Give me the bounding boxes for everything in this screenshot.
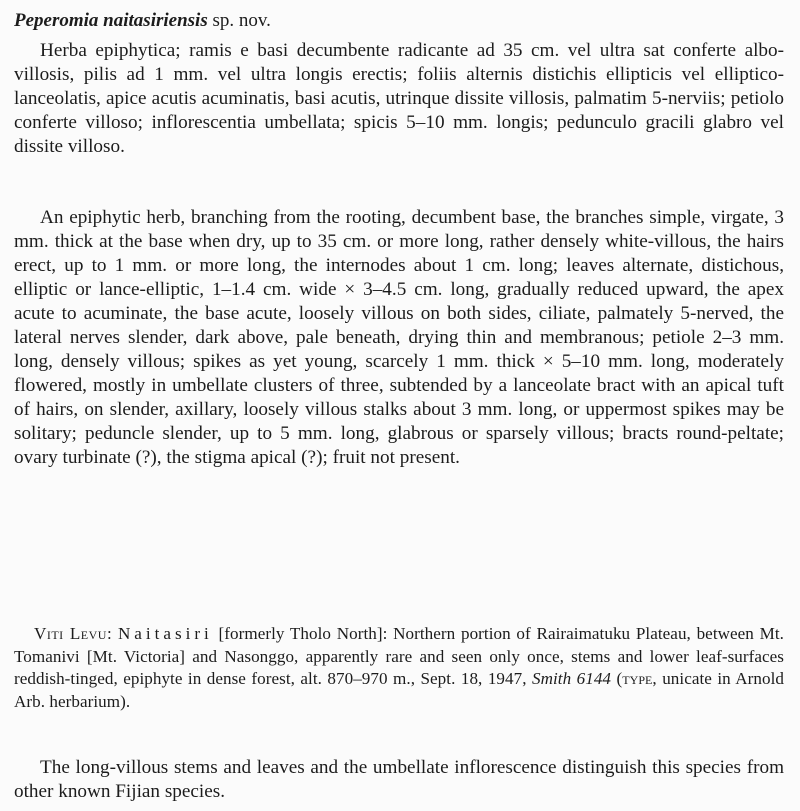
species-rank: sp. nov.: [207, 10, 271, 31]
specimen-type-note: , unicate in Arnold Arb. herbarium).: [14, 669, 784, 711]
specimen-type-label: type: [622, 669, 653, 689]
species-binomial: Peperomia naitasiriensis: [14, 10, 208, 31]
specimen-site: Naitasiri: [117, 624, 213, 643]
english-description: An epiphytic herb, branching from the rooting, decumbent base, the branches simple, virgate, 3 mm. thick at the base when dry, up to 35 cm. or more long, rather densely white-villous, the hairs erect, up to 1 mm. or more long, the internodes about 1 cm. long; leaves alternate, distichous, elliptic or lance-elliptic, 1–1.4 cm. wide × 3–4.5 cm. long, gradually reduced upward, the apex acute to acuminate, the base acute, loosely villous on both sides, ciliate, palmately 5-nerved, the lateral nerves slender, dark above, pale beneath, drying thin and membranous; petiole 2–3 mm. long, densely villous; spikes as yet young, scarcely 1 mm. thick × 5–10 mm. long, moderately flowered, mostly in umbellate clusters of three, subtended by a lanceolate bract with an apical tuft of hairs, on slender, axillary, loosely villous stalks about 3 mm. long, or uppermost spikes may be solitary; peduncle slender, up to 5 mm. long, glabrous or sparsely villous; bracts round-peltate; ovary turbinate (?), the stigma apical (?); fruit not present.: [14, 207, 784, 468]
specimen-collector: Smith 6144: [531, 669, 612, 689]
diagnostic-remark: The long-villous stems and leaves and the umbellate inflorescence distinguish this species from other known Fijian species.: [14, 757, 784, 802]
latin-description: Herba epiphytica; ramis e basi decumbente radicante ad 35 cm. vel ultra sat conferte albo-villosis, pilis ad 1 mm. vel ultra longis erectis; foliis alternis distichis ellipticis vel elliptico-lanceolatis, apice acutis acuminatis, basi acutis, utrinque dissite villosis, palmatim 5-nerviis; petiolo conferte villoso; inflorescentia umbellata; spicis 5–10 mm. longis; pedunculo gracili glabro vel dissite villoso.: [14, 40, 784, 157]
specimen-locality: Viti Levu:: [34, 624, 113, 643]
specimen-citation: [14, 623, 784, 713]
species-heading: [14, 9, 271, 33]
specimen-details: [formerly Tholo North]: Northern portion of Rairaimatuku Plateau, between Mt. Tomanivi [Mt. Victoria] and Nasonggo, apparently rare and seen only once, stems and lower leaf-surfaces reddish-tinged, epiphyte in dense forest, alt. 870–970 m., Sept. 18, 1947,: [14, 624, 784, 689]
specimen-type-open: (: [611, 669, 623, 689]
